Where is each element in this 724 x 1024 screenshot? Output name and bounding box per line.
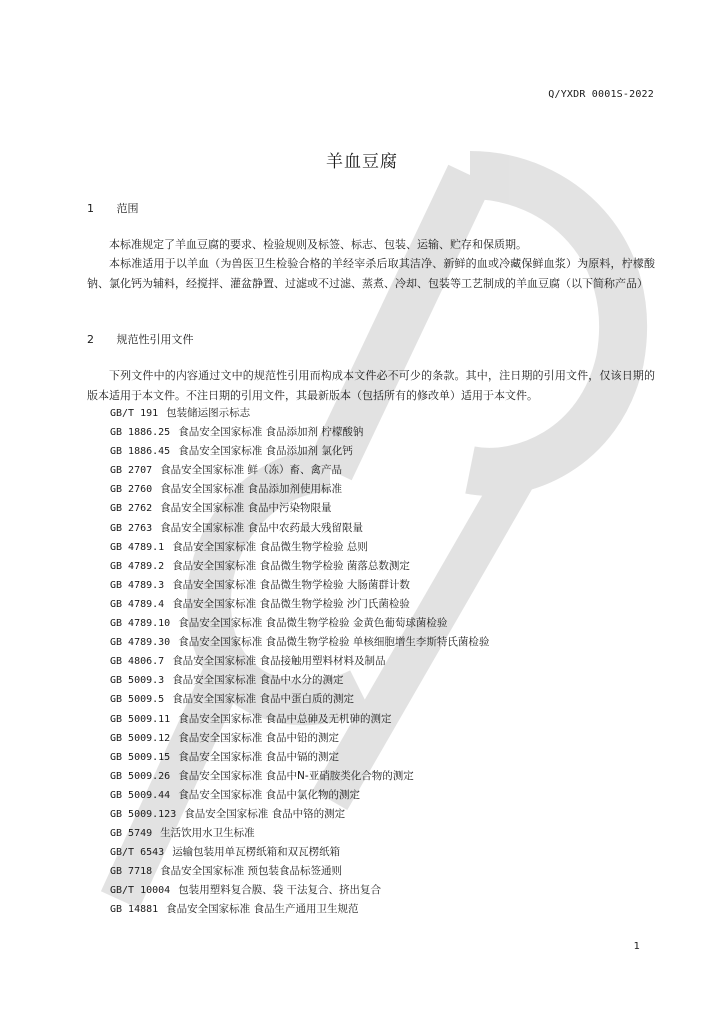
reference-item [110,824,489,843]
section-title: 范围 [116,202,139,215]
reference-code: GB 4806.7 [110,656,165,668]
reference-title: 食品安全国家标准 食品中铬的测定 [184,807,346,820]
reference-title: 食品安全国家标准 食品中污染物限量 [160,502,332,515]
reference-item [110,519,489,538]
reference-item [110,595,489,614]
reference-title: 食品安全国家标准 食品接触用塑料材料及制品 [172,655,386,668]
section-number: 1 [87,202,94,215]
reference-code: GB/T 10004 [110,885,171,897]
scope-paragraph-2: 本标准适用于以羊血（为兽医卫生检验合格的羊经宰杀后取其洁净、新鲜的血或冷藏保鲜血浆）为原料，柠檬酸钠、氯化钙为辅料，经搅拌、灌盆静置、过滤或不过滤、蒸煮、冷却、包装等工艺制成的羊血豆腐（以下简称产品） [87,257,655,290]
section-heading-scope [87,200,139,216]
reference-code: GB 5009.12 [110,732,171,744]
reference-code: GB/T 6543 [110,847,165,859]
reference-code: GB 4789.1 [110,541,165,553]
reference-title: 食品安全国家标准 食品添加剂 柠檬酸钠 [178,426,364,439]
reference-item [110,671,489,690]
reference-code: GB 2760 [110,484,153,496]
reference-item [110,557,489,576]
reference-title: 包装储运图示标志 [166,407,251,419]
reference-item [110,729,489,748]
reference-code: GB 2763 [110,522,153,534]
section-number: 2 [87,333,94,346]
standard-code: Q/YXDR 0001S-2022 [548,89,654,100]
reference-code: GB 14881 [110,904,159,916]
reference-item [110,538,489,557]
references-intro-paragraph: 下列文件中的内容通过文中的规范性引用而构成本文件必不可少的条款。其中，注日期的引用文件，仅该日期的版本适用于本文件。不注日期的引用文件，其最新版本（包括所有的修改单）适用于本文件。 [87,369,655,402]
reference-title: 食品安全国家标准 食品中氯化物的测定 [178,788,361,801]
scope-paragraph-1: 本标准规定了羊血豆腐的要求、检验规则及标签、标志、包装、运输、贮存和保质期。 [109,238,527,251]
reference-code: GB 1886.25 [110,427,171,439]
reference-title: 食品安全国家标准 预包装食品标签通则 [160,865,342,878]
reference-item [110,786,489,805]
reference-code: GB 4789.4 [110,598,165,610]
reference-title: 食品安全国家标准 食品微生物学检验 总则 [172,540,368,553]
reference-title: 食品安全国家标准 食品添加剂 氯化钙 [178,445,353,458]
reference-code: GB 7718 [110,866,153,878]
reference-item [110,710,489,729]
reference-code: GB 5009.26 [110,770,171,782]
reference-item [110,862,489,881]
reference-item [110,843,489,862]
reference-item [110,690,489,709]
reference-title: 食品安全国家标准 食品中镉的测定 [178,750,340,763]
reference-item [110,614,489,633]
reference-item [110,805,489,824]
reference-code: GB 5009.15 [110,751,171,763]
reference-code: GB 5009.5 [110,694,165,706]
reference-title: 运输包装用单瓦楞纸箱和双瓦楞纸箱 [172,846,341,859]
reference-code: GB 2762 [110,503,153,515]
reference-item [110,423,489,442]
reference-code: GB 2707 [110,465,153,477]
reference-item [110,499,489,518]
reference-code: GB/T 191 [110,408,159,419]
reference-item [110,633,489,652]
page-number: 1 [633,941,640,952]
reference-item [110,576,489,595]
reference-item [110,748,489,767]
reference-title: 食品安全国家标准 食品微生物学检验 金黄色葡萄球菌检验 [178,617,448,630]
reference-title: 食品安全国家标准 食品微生物学检验 菌落总数测定 [172,559,410,572]
reference-title: 食品安全国家标准 鲜（冻）畜、禽产品 [160,464,342,477]
reference-title: 食品安全国家标准 食品中铅的测定 [178,731,340,744]
reference-title: 包装用塑料复合膜、袋 干法复合、挤出复合 [178,884,382,897]
reference-code: GB 5009.44 [110,789,171,801]
reference-title: 食品安全国家标准 食品微生物学检验 单核细胞增生李斯特氏菌检验 [178,636,490,649]
reference-list [110,404,489,920]
reference-title: 食品安全国家标准 食品生产通用卫生规范 [166,903,359,916]
watermark-stroke-1 [470,175,623,472]
reference-title: 食品安全国家标准 食品微生物学检验 大肠菌群计数 [172,578,410,591]
reference-item [110,404,489,423]
reference-title: 食品安全国家标准 食品添加剂使用标准 [160,483,342,496]
reference-code: GB 5009.123 [110,808,177,820]
document-title: 羊血豆腐 [326,152,398,172]
reference-code: GB 5749 [110,828,153,840]
reference-code: GB 1886.45 [110,446,171,458]
reference-item [110,900,489,919]
reference-item [110,461,489,480]
reference-title: 食品安全国家标准 食品中农药最大残留限量 [160,521,363,534]
reference-code: GB 4789.2 [110,560,165,572]
reference-title: 食品安全国家标准 食品中蛋白质的测定 [172,693,355,706]
section-title: 规范性引用文件 [116,333,194,346]
reference-item [110,480,489,499]
reference-code: GB 4789.3 [110,579,165,591]
reference-code: GB 5009.11 [110,713,171,725]
reference-title: 生活饮用水卫生标准 [160,827,255,840]
section-heading-normative-references [87,331,194,347]
reference-title: 食品安全国家标准 食品中N-亚硝胺类化合物的测定 [178,769,414,782]
reference-item [110,442,489,461]
reference-code: GB 4789.30 [110,637,171,649]
reference-code: GB 5009.3 [110,675,165,687]
reference-item [110,767,489,786]
reference-item [110,881,489,900]
reference-title: 食品安全国家标准 食品中水分的测定 [172,674,344,687]
reference-item [110,652,489,671]
reference-title: 食品安全国家标准 食品中总砷及无机砷的测定 [178,712,392,725]
reference-code: GB 4789.10 [110,618,171,630]
reference-title: 食品安全国家标准 食品微生物学检验 沙门氏菌检验 [172,597,410,610]
